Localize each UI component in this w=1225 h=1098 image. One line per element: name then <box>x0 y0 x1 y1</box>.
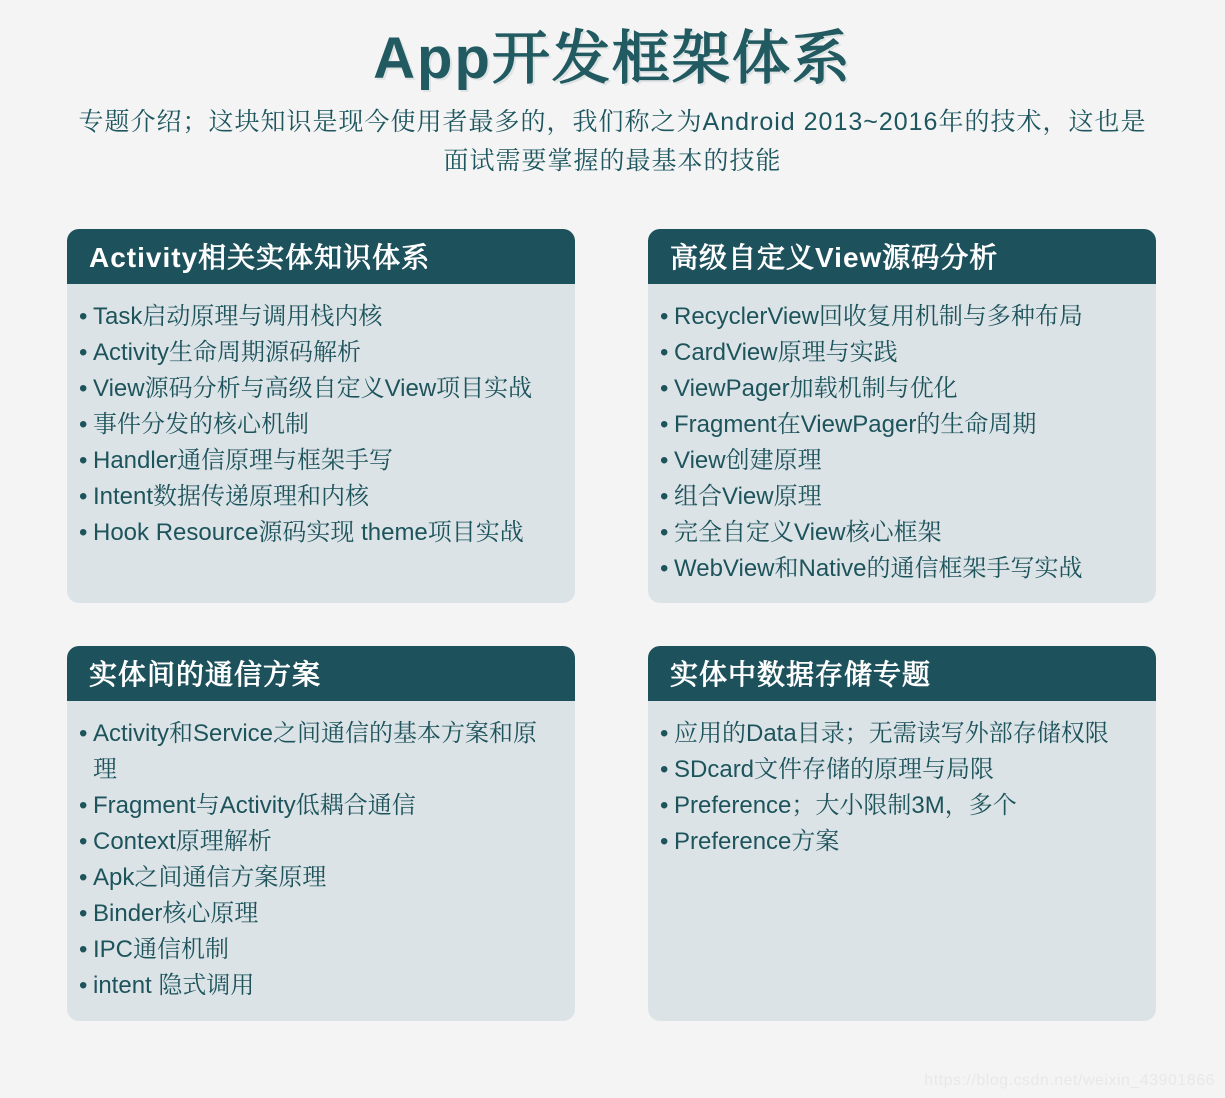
list-item <box>79 479 551 515</box>
list-item <box>660 716 1132 752</box>
bullet-icon: • <box>79 935 88 963</box>
list-item-text: IPC通信机制 <box>93 935 230 963</box>
list-item-text: Activity生命周期源码解析 <box>93 338 362 366</box>
bullet-icon: • <box>79 374 88 402</box>
card-header-data-storage <box>648 646 1156 701</box>
list-item-text: View创建原理 <box>674 446 822 474</box>
list-item <box>79 443 551 479</box>
bullet-icon: • <box>660 482 669 510</box>
list-item-text: 完全自定义View核心框架 <box>674 518 942 546</box>
list-item-text: ViewPager加载机制与优化 <box>674 374 958 402</box>
list-item-text: Intent数据传递原理和内核 <box>93 482 370 510</box>
list-item <box>79 335 551 371</box>
bullet-icon: • <box>79 719 88 747</box>
bullet-icon: • <box>660 518 669 546</box>
page-title: App开发框架体系 <box>373 26 852 91</box>
list-item <box>660 443 1132 479</box>
list-item-text: 应用的Data目录；无需读写外部存储权限 <box>674 719 1109 747</box>
list-item <box>79 716 551 788</box>
cards-grid <box>67 229 1158 1021</box>
list-item <box>79 860 551 896</box>
list-item <box>79 407 551 443</box>
bullet-icon: • <box>660 374 669 402</box>
list-item-text: Hook Resource源码实现 theme项目实战 <box>93 518 524 546</box>
bullet-icon: • <box>79 482 88 510</box>
list-item-text: CardView原理与实践 <box>674 338 898 366</box>
bullet-icon: • <box>79 518 88 546</box>
card-title: 实体间的通信方案 <box>89 659 322 691</box>
card-header-custom-view-analysis <box>648 229 1156 284</box>
list-item <box>79 896 551 932</box>
bullet-icon: • <box>79 899 88 927</box>
list-item <box>660 551 1132 587</box>
list-item-text: 事件分发的核心机制 <box>93 410 309 438</box>
bullet-icon: • <box>79 863 88 891</box>
list-item <box>79 299 551 335</box>
bullet-icon: • <box>79 338 88 366</box>
card-list-data-storage <box>648 701 1156 1021</box>
list-item <box>79 968 551 1004</box>
list-item-text: Fragment在ViewPager的生命周期 <box>674 410 1037 438</box>
list-item-text: Task启动原理与调用栈内核 <box>93 302 383 330</box>
list-item <box>79 932 551 968</box>
card-custom-view-analysis <box>648 229 1156 603</box>
list-item <box>79 371 551 407</box>
card-list-activity-knowledge <box>67 284 575 603</box>
list-item-text: Apk之间通信方案原理 <box>93 863 327 891</box>
bullet-icon: • <box>660 554 669 582</box>
card-header-activity-knowledge <box>67 229 575 284</box>
list-item <box>660 824 1132 860</box>
card-title: Activity相关实体知识体系 <box>89 242 431 274</box>
card-list-custom-view-analysis <box>648 284 1156 603</box>
list-item <box>79 788 551 824</box>
bullet-icon: • <box>660 791 669 819</box>
list-item <box>79 824 551 860</box>
list-item <box>660 407 1132 443</box>
list-item <box>660 479 1132 515</box>
list-item-text: View源码分析与高级自定义View项目实战 <box>93 374 533 402</box>
bullet-icon: • <box>79 827 88 855</box>
bullet-icon: • <box>660 719 669 747</box>
bullet-icon: • <box>79 971 88 999</box>
bullet-icon: • <box>660 827 669 855</box>
card-data-storage <box>648 646 1156 1021</box>
bullet-icon: • <box>660 755 669 783</box>
list-item-text: 组合View原理 <box>674 482 822 510</box>
card-title: 高级自定义View源码分析 <box>670 242 999 274</box>
list-item-text: RecyclerView回收复用机制与多种布局 <box>674 302 1083 330</box>
list-item-text: intent 隐式调用 <box>93 971 255 999</box>
page-subtitle: 专题介绍；这块知识是现今使用者最多的，我们称之为Android 2013~2016年的技术，这也是面试需要掌握的最基本的技能 <box>78 107 1147 175</box>
list-item <box>660 515 1132 551</box>
bullet-icon: • <box>660 338 669 366</box>
list-item-text: Binder核心原理 <box>93 899 259 927</box>
card-activity-knowledge <box>67 229 575 603</box>
card-title: 实体中数据存储专题 <box>670 659 932 691</box>
bullet-icon: • <box>79 791 88 819</box>
bullet-icon: • <box>79 446 88 474</box>
bullet-icon: • <box>660 446 669 474</box>
card-list-communication-schemes <box>67 701 575 1021</box>
watermark: https://blog.csdn.net/weixin_43901866 <box>924 1072 1215 1089</box>
bullet-icon: • <box>660 410 669 438</box>
list-item-text: WebView和Native的通信框架手写实战 <box>674 554 1083 582</box>
list-item-text: Handler通信原理与框架手写 <box>93 446 394 474</box>
bullet-icon: • <box>79 302 88 330</box>
list-item-text: Activity和Service之间通信的基本方案和原理 <box>93 719 538 783</box>
bullet-icon: • <box>79 410 88 438</box>
list-item-text: Preference；大小限制3M，多个 <box>674 791 1017 819</box>
list-item <box>660 788 1132 824</box>
list-item <box>79 515 551 551</box>
list-item <box>660 299 1132 335</box>
card-communication-schemes <box>67 646 575 1021</box>
card-header-communication-schemes <box>67 646 575 701</box>
list-item <box>660 371 1132 407</box>
list-item <box>660 752 1132 788</box>
list-item <box>660 335 1132 371</box>
list-item-text: Fragment与Activity低耦合通信 <box>93 791 416 819</box>
list-item-text: Context原理解析 <box>93 827 272 855</box>
list-item-text: SDcard文件存储的原理与局限 <box>674 755 995 783</box>
list-item-text: Preference方案 <box>674 827 840 855</box>
bullet-icon: • <box>660 302 669 330</box>
